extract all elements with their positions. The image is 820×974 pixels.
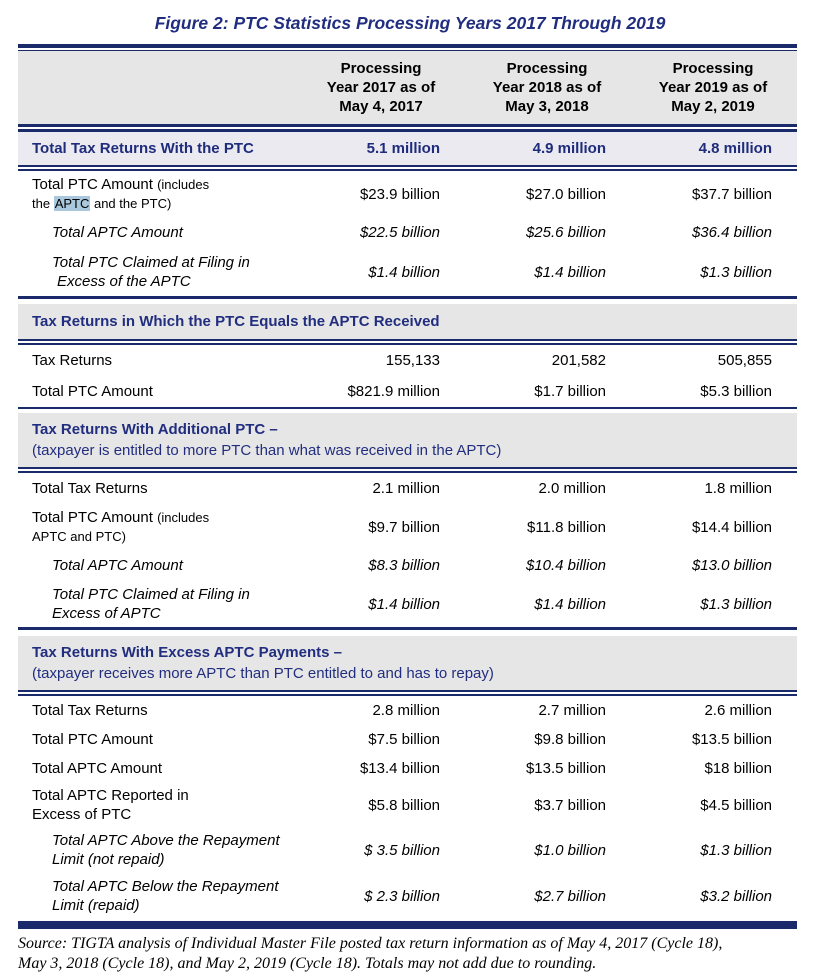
header-spacer-cell <box>18 59 298 116</box>
section-header-excess-aptc <box>18 636 797 690</box>
value-cell-2019: $36.4 billion <box>691 224 772 241</box>
value-cell-2018: $1.7 billion <box>534 383 606 400</box>
header-line: Year 2018 as of <box>492 79 602 96</box>
value-cell-2017: $23.9 billion <box>359 185 440 203</box>
value-cell-2017: $ 3.5 billion <box>364 841 440 859</box>
table-row-aptc-above-limit <box>18 827 797 873</box>
label-text: Total PTC Amount <box>32 509 153 526</box>
label-text: Total PTC Amount <box>32 176 153 193</box>
table-row-total-ptc-amount <box>18 171 797 217</box>
value-cell-2019: 2.6 million <box>704 702 772 719</box>
row-label <box>18 831 298 869</box>
value-cell-2018: $10.4 billion <box>525 557 606 574</box>
table-row-total-aptc-amount <box>18 217 797 248</box>
rule-above-section-excess <box>18 627 797 633</box>
header-line: Year 2019 as of <box>658 79 768 96</box>
value-cell-2017: $13.4 billion <box>359 760 440 777</box>
header-line: May 3, 2018 <box>505 98 589 115</box>
value-cell-2017: 2.8 million <box>372 702 440 719</box>
aptc-highlight: APTC <box>54 196 90 211</box>
column-header-2019 <box>630 59 796 116</box>
label-paren: (includes <box>157 510 210 525</box>
row-label: Total Tax Returns With the PTC <box>32 140 254 157</box>
rule-table-bottom <box>18 921 797 929</box>
table-row-total-aptc-amount <box>18 550 797 581</box>
value-cell-2018: $1.0 billion <box>534 841 606 859</box>
value-cell-2018: $1.4 billion <box>534 263 606 281</box>
value-cell-2017: $7.5 billion <box>368 731 440 748</box>
table-row-aptc-below-limit <box>18 873 797 919</box>
column-header-2017 <box>298 59 464 116</box>
table-row-total-tax-returns <box>18 473 797 504</box>
table-row-ptc-claimed-excess <box>18 581 797 627</box>
rule-above-section-additional <box>18 407 797 411</box>
row-label <box>18 585 298 623</box>
section-subtitle: (taxpayer receives more APTC than PTC entitled to and has to repay) <box>32 665 494 682</box>
row-label <box>18 508 298 546</box>
table-row-tax-returns <box>18 345 797 376</box>
label-line: Excess of APTC <box>52 605 161 622</box>
label-paren: (includes <box>157 177 210 192</box>
ptc-statistics-table <box>18 44 797 919</box>
value-cell-2017: $ 2.3 billion <box>364 887 440 905</box>
value-cell-2017: $22.5 billion <box>359 224 440 241</box>
value-cell-2019: $1.3 billion <box>700 595 772 613</box>
row-label: Total APTC Amount <box>52 557 183 574</box>
section-title: Tax Returns in Which the PTC Equals the APTC Received <box>32 313 440 330</box>
table-row-total-returns-ptc <box>18 132 797 165</box>
table-header-row <box>18 51 797 124</box>
value-cell-2017: $8.3 billion <box>368 557 440 574</box>
row-label: Total APTC Amount <box>32 760 163 777</box>
value-cell-2019: $5.3 billion <box>700 383 772 400</box>
value-cell-2017: 155,133 <box>385 352 440 369</box>
value-cell-2017: $1.4 billion <box>368 595 440 613</box>
section-header-equals-aptc <box>18 304 797 339</box>
value-cell-2018: $9.8 billion <box>534 731 606 748</box>
header-line: May 4, 2017 <box>339 98 423 115</box>
table-row-total-ptc-amount <box>18 725 797 754</box>
value-cell-2018: $27.0 billion <box>525 185 606 203</box>
row-label <box>18 786 298 824</box>
value-cell-2019: 505,855 <box>717 352 772 369</box>
row-label: Total Tax Returns <box>32 480 148 497</box>
value-cell-2017: $1.4 billion <box>368 263 440 281</box>
section-title: Tax Returns With Excess APTC Payments – <box>32 644 342 661</box>
row-label: Total APTC Amount <box>52 224 183 241</box>
value-cell-2019: 4.8 million <box>698 140 772 157</box>
source-note <box>18 934 802 974</box>
row-label <box>18 175 298 213</box>
label-line: Total APTC Reported in <box>32 787 189 804</box>
value-cell-2019: $13.0 billion <box>691 557 772 574</box>
label-line: Limit (repaid) <box>52 897 140 914</box>
row-label: Total PTC Amount <box>32 383 153 400</box>
row-label <box>18 253 298 291</box>
value-cell-2018: $2.7 billion <box>534 887 606 905</box>
section-header-additional-ptc <box>18 413 797 467</box>
value-cell-2018: 4.9 million <box>532 140 606 157</box>
value-cell-2018: $1.4 billion <box>534 595 606 613</box>
table-row-total-ptc-amount <box>18 376 797 407</box>
label-line <box>32 175 298 194</box>
value-cell-2018: $25.6 billion <box>525 224 606 241</box>
value-cell-2019: 1.8 million <box>704 480 772 497</box>
value-cell-2018: $11.8 billion <box>527 518 606 536</box>
table-row-aptc-reported-excess <box>18 783 797 827</box>
value-cell-2019: $18 billion <box>704 760 772 777</box>
value-cell-2019: $13.5 billion <box>691 731 772 748</box>
source-line: May 3, 2018 (Cycle 18), and May 2, 2019 (Cycle 18). Totals may not add due to rounding. <box>18 955 597 972</box>
rule-below-header <box>18 124 797 132</box>
header-line: Year 2017 as of <box>326 79 436 96</box>
table-row-total-aptc-amount <box>18 754 797 783</box>
row-label: Total Tax Returns <box>32 702 148 719</box>
label-line: Total PTC Claimed at Filing in <box>52 254 250 271</box>
table-row-total-tax-returns <box>18 696 797 725</box>
label-line <box>32 194 298 213</box>
section-title: Tax Returns With Additional PTC – <box>32 421 278 438</box>
label-line <box>32 508 298 527</box>
header-line: May 2, 2019 <box>671 98 755 115</box>
value-cell-2018: 2.7 million <box>538 702 606 719</box>
value-cell-2018: $13.5 billion <box>525 760 606 777</box>
value-cell-2017: $5.8 billion <box>368 796 440 814</box>
header-line: Processing <box>672 60 754 77</box>
value-cell-2018: $3.7 billion <box>534 796 606 814</box>
value-cell-2019: $37.7 billion <box>691 185 772 203</box>
value-cell-2019: $3.2 billion <box>700 887 772 905</box>
label-line: Total APTC Above the Repayment <box>52 832 280 849</box>
value-cell-2017: $9.7 billion <box>368 518 440 536</box>
label-line: Excess of PTC <box>32 806 132 823</box>
header-line: Processing <box>340 60 422 77</box>
row-label: Tax Returns <box>32 352 113 369</box>
row-label: Total PTC Amount <box>32 731 153 748</box>
label-line: Total PTC Claimed at Filing in <box>52 586 250 603</box>
label-line: Excess of the APTC <box>57 273 191 290</box>
table-row-total-ptc-amount-includes <box>18 504 797 550</box>
value-cell-2019: $1.3 billion <box>700 841 772 859</box>
value-cell-2017: $821.9 million <box>347 383 440 400</box>
value-cell-2019: $1.3 billion <box>700 263 772 281</box>
value-cell-2017: 5.1 million <box>366 140 440 157</box>
rule-table-top <box>18 44 797 51</box>
row-label <box>18 877 298 915</box>
value-cell-2019: $14.4 billion <box>691 518 772 536</box>
label-text: and the PTC) <box>90 196 172 211</box>
section-subtitle: (taxpayer is entitled to more PTC than what was received in the APTC) <box>32 442 502 459</box>
value-cell-2018: 201,582 <box>551 352 606 369</box>
value-cell-2018: 2.0 million <box>538 480 606 497</box>
figure-title: Figure 2: PTC Statistics Processing Years 2017 Through 2019 <box>154 13 666 33</box>
column-header-2018 <box>464 59 630 116</box>
rule-above-section-equals <box>18 296 797 302</box>
label-text: the <box>32 196 54 211</box>
value-cell-2019: $4.5 billion <box>700 796 772 814</box>
source-line: Source: TIGTA analysis of Individual Master File posted tax return information as of May 4, 2017 (Cycle 18), <box>18 935 723 952</box>
value-cell-2017: 2.1 million <box>372 480 440 497</box>
label-line: Limit (not repaid) <box>52 851 165 868</box>
table-row-ptc-claimed-excess <box>18 248 797 296</box>
label-line: Total APTC Below the Repayment <box>52 878 279 895</box>
header-line: Processing <box>506 60 588 77</box>
label-line: APTC and PTC) <box>32 529 126 544</box>
